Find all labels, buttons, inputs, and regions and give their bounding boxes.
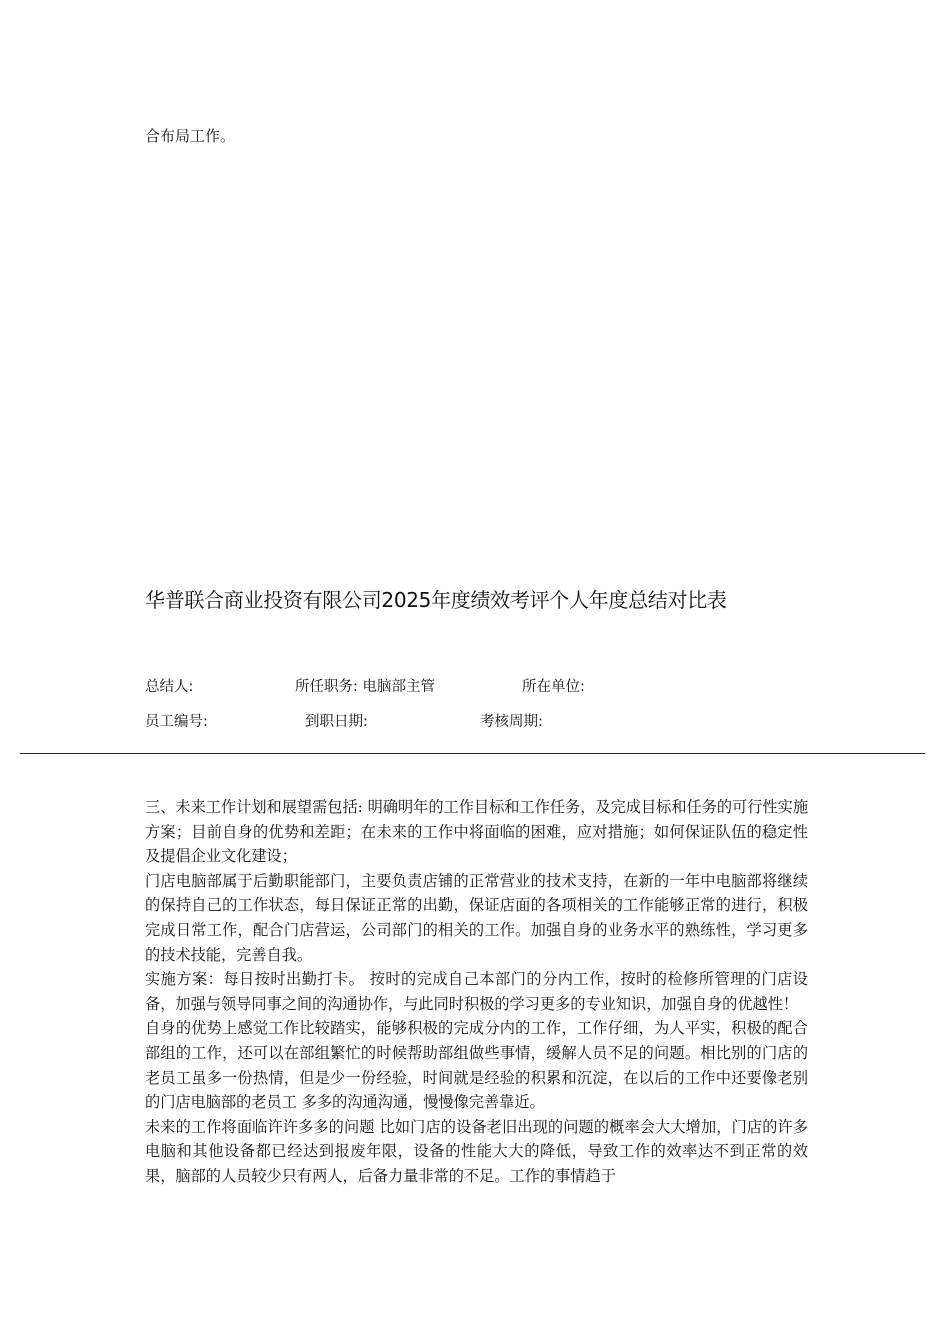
employee-number-field: 员工编号: <box>145 714 208 730</box>
top-text-fragment: 合布局工作。 <box>145 127 236 145</box>
paragraph-department-role: 门店电脑部属于后勤职能部门，主要负责店铺的正常营业的技术支持，在新的一年中电脑部将继续的保持自己的工作状态，每日保证正常的出勤，保证店面的各项相关的工作能够正常的进行，积极完成日常工作，配合门店营运，公司部门的相关的工作。加强自身的业务水平的熟练性，学习更多的技术技能，完善自我。 <box>145 871 808 964</box>
body-text <box>145 795 808 1189</box>
summarizer-field: 总结人: <box>145 679 194 695</box>
hire-date-field: 到职日期: <box>305 714 368 730</box>
document-title: 华普联合商业投资有限公司2025年度绩效考评个人年度总结对比表 <box>145 588 727 612</box>
paragraph-section-heading: 三、未来工作计划和展望需包括: 明确明年的工作目标和工作任务，及完成目标和任务的可行性实施方案；目前自身的优势和差距；在未来的工作中将面临的困难，应对措施；如何保证队伍的稳定性及提倡企业文化建设； <box>145 798 809 866</box>
meta-row-1 <box>0 676 950 698</box>
horizontal-divider <box>20 753 925 754</box>
paragraph-future-challenges: 未来的工作将面临许许多多的问题 比如门店的设备老旧出现的问题的概率会大大增加，门店的许多电脑和其他设备都已经达到报废年限，设备的性能大大的降低，导致工作的效率达不到正常的效果，脑部的人员较少只有两人，后备力量非常的不足。工作的事情趋于 <box>145 1117 808 1185</box>
review-period-field: 考核周期: <box>480 714 543 730</box>
meta-row-2 <box>0 711 950 733</box>
position-field: 所任职务: 电脑部主管 <box>295 679 435 695</box>
unit-field: 所在单位: <box>522 679 585 695</box>
paragraph-strengths-gaps: 自身的优势上感觉工作比较踏实，能够积极的完成分内的工作，工作仔细，为人平实，积极的配合部组的工作，还可以在部组繁忙的时候帮助部组做些事情，缓解人员不足的问题。相比别的门店的老员工虽多一份热情，但是少一份经验，时间就是经验的积累和沉淀，在以后的工作中还要像老别的门店电脑部的老员工 多多的沟通沟通，慢慢像完善靠近。 <box>145 1019 808 1112</box>
paragraph-implementation-plan: 实施方案：每日按时出勤打卡。 按时的完成自己本部门的分内工作，按时的检修所管理的门店设备，加强与领导同事之间的沟通协作，与此同时积极的学习更多的专业知识，加强自身的优越性！ <box>145 970 808 1013</box>
